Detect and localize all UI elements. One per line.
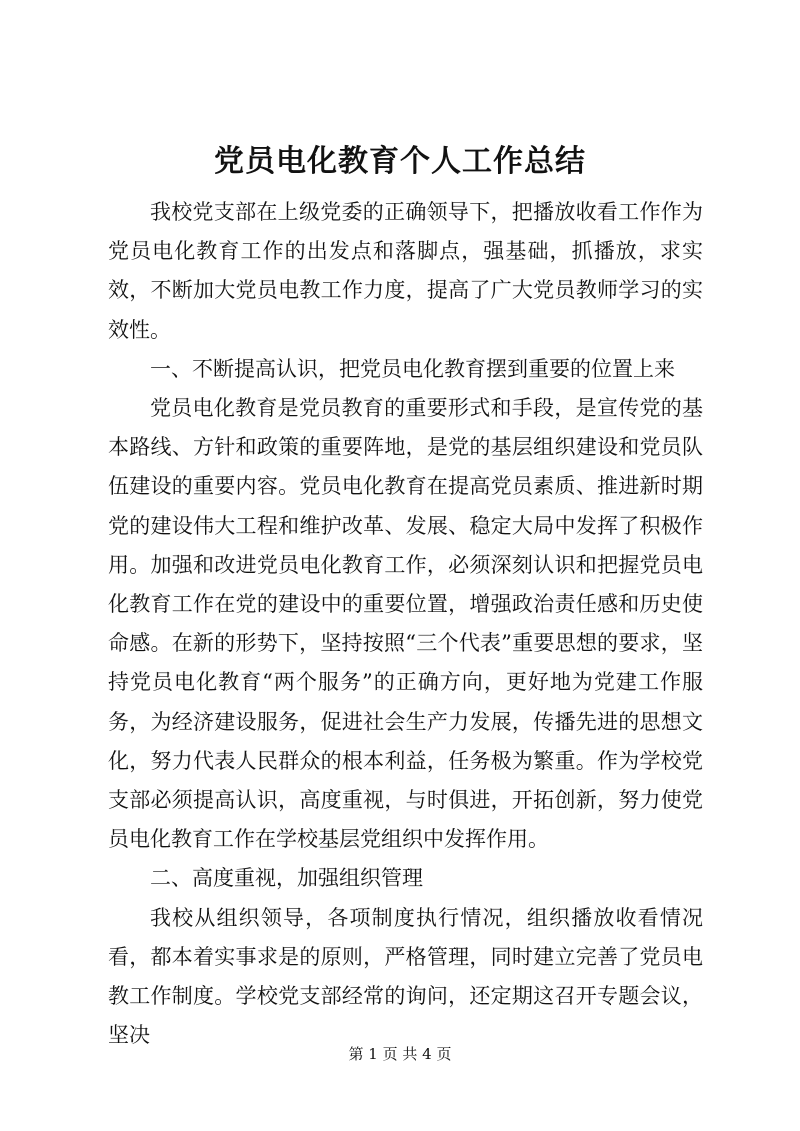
page-number-footer: 第 1 页 共 4 页 (348, 1045, 452, 1063)
section-1-paragraph: 党员电化教育是党员教育的重要形式和手段，是宣传党的基本路线、方针和政策的重要阵地，是党的基层组织建设和党员队伍建设的重要内容。党员电化教育在提高党员素质、推进新时期党的建设伟大工程和维护改革、发展、稳定大局中发挥了积极作用。加强和改进党员电化教育工作，必须深刻认识和把握党员电化教育工作在党的建设中的重要位置，增强政治责任感和历史使命感。在新的形势下，坚持按照“三个代表”重要思想的要求，坚持党员电化教育“两个服务”的正确方向，更好地为党建工作服务，为经济建设服务，促进社会生产力发展，传播先进的思想文化，努力代表人民群众的根本利益，任务极为繁重。作为学校党支部必须提高认识，高度重视，与时俱进，开拓创新，努力使党员电化教育工作在学校基层党组织中发挥作用。 (108, 396, 703, 852)
section-2-paragraph: 我校从组织领导，各项制度执行情况，组织播放收看情况看，都本着实事求是的原则，严格管理，同时建立完善了党员电教工作制度。学校党支部经常的询问，还定期这召开专题会议，坚决 (108, 905, 703, 1048)
document-title: 党员电化教育个人工作总结 (214, 144, 586, 179)
intro-paragraph: 我校党支部在上级党委的正确领导下，把播放收看工作作为党员电化教育工作的出发点和落脚点，强基础，抓播放，求实效，不断加大党员电教工作力度，提高了广大党员教师学习的实效性。 (108, 200, 703, 342)
section-heading-2: 二、高度重视，加强组织管理 (150, 866, 423, 891)
document-body (108, 193, 703, 1055)
section-heading-1: 一、不断提高认识，把党员电化教育摆到重要的位置上来 (150, 356, 675, 381)
